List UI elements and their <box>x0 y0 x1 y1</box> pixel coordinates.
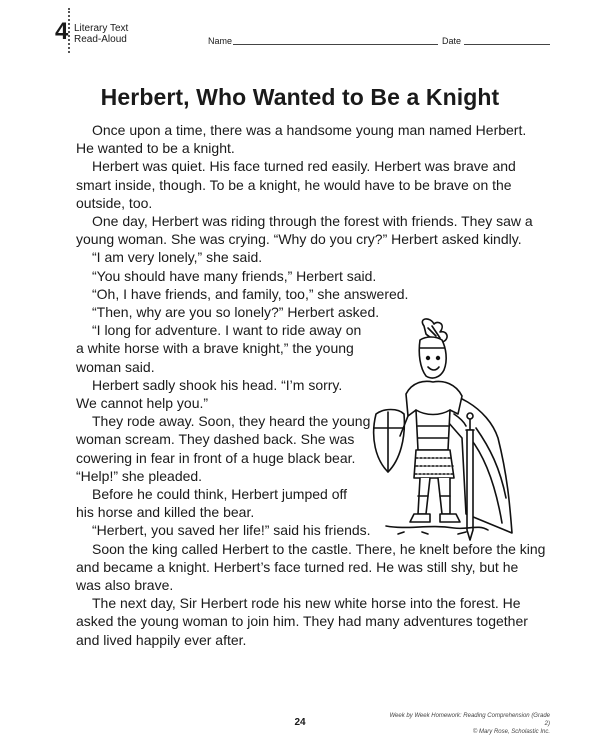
genre-label <box>74 23 128 45</box>
story-line: woman scream. They dashed back. She was <box>76 431 355 448</box>
story-paragraph: “Oh, I have friends, and family, too,” she answered. <box>92 285 409 302</box>
credit-line-2: © Mary Rose, Scholastic Inc. <box>472 729 550 735</box>
story-paragraph: Herbert sadly shook his head. “I’m sorry. <box>92 376 343 393</box>
story-title: Herbert, Who Wanted to Be a Knight <box>100 84 500 110</box>
story-line: his horse and killed the bear. <box>76 504 255 521</box>
story-paragraph: “Then, why are you so lonely?” Herbert asked. <box>92 304 380 321</box>
genre-line-1: Literary Text <box>74 23 129 34</box>
dotted-divider <box>68 8 70 53</box>
story-line: cowering in fear in front of a huge black bear. <box>76 449 356 466</box>
story-paragraph: “Herbert, you saved her life!” said his friends. <box>92 522 371 539</box>
story-line: We cannot help you.” <box>76 395 209 412</box>
story-paragraph: “I long for adventure. I want to ride away on <box>92 322 362 339</box>
story-paragraph: The next day, Sir Herbert rode his new white horse into the forest. He asked the young woman to join him. They had many adventures together and lived happily ever after. <box>76 595 528 648</box>
name-field-line <box>233 44 438 45</box>
story-paragraph: Soon the king called Herbert to the castle. There, he knelt before the king and became a knight. Herbert’s face turned red. He was still shy, but he was also brave. <box>76 540 546 594</box>
credit-line-1: Week by Week Homework: Reading Comprehension (Grade 2) <box>389 713 550 727</box>
story-paragraph: Herbert was quiet. His face turned red easily. Herbert was brave and smart inside, though. To be a knight, he would have to be brave on the outside, too. <box>76 158 516 211</box>
story-paragraph: One day, Herbert was riding through the forest with friends. They saw a young woman. She was crying. “Why do you cry?” Herbert asked kindly. <box>76 213 533 248</box>
date-label: Date <box>442 36 462 46</box>
week-number: 4 <box>55 18 69 45</box>
story-paragraph: “You should have many friends,” Herbert said. <box>92 267 377 284</box>
genre-line-2: Read-Aloud <box>74 34 127 45</box>
story-paragraph: Once upon a time, there was a handsome young man named Herbert. He wanted to be a knight. <box>76 122 527 157</box>
story-line: a white horse with a brave knight,” the young <box>76 340 354 357</box>
date-field-line <box>464 44 550 45</box>
story-line: “Help!” she pleaded. <box>76 467 203 484</box>
story-paragraph: They rode away. Soon, they heard the young <box>92 413 371 430</box>
story-paragraph: “I am very lonely,” she said. <box>92 249 263 266</box>
page-number: 24 <box>294 717 306 728</box>
story-paragraph: Before he could think, Herbert jumped off <box>92 486 348 503</box>
name-label: Name <box>208 36 233 46</box>
knight-illustration <box>358 318 516 550</box>
story-line: woman said. <box>76 358 155 375</box>
